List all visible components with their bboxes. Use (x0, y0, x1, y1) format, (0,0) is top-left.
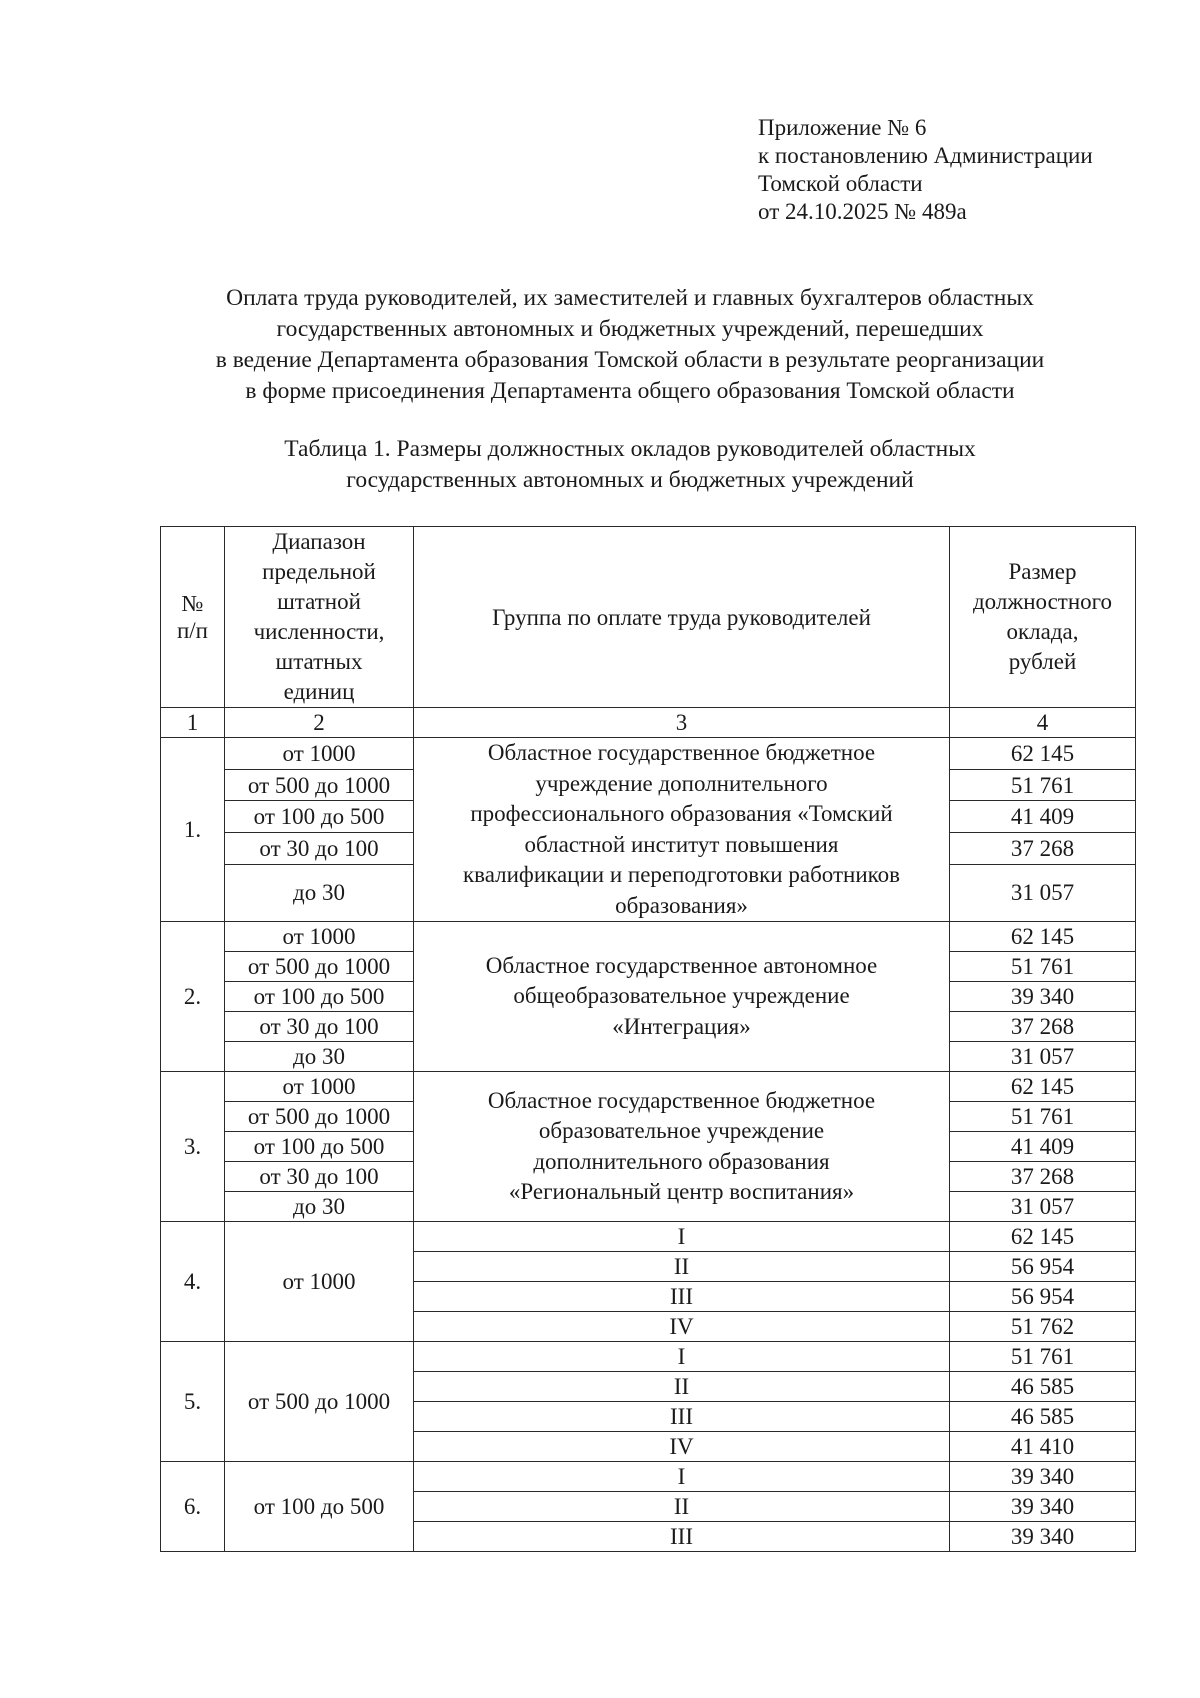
caption-line: Таблица 1. Размеры должностных окладов руководителей областных (284, 436, 976, 462)
document-title (130, 283, 1130, 407)
group-cell: III (414, 1522, 950, 1552)
range-cell: от 30 до 100 (225, 1012, 414, 1042)
salary-cell: 62 145 (950, 1072, 1136, 1102)
row-number: 5. (161, 1342, 225, 1462)
group-cell: II (414, 1252, 950, 1282)
salary-cell: 39 340 (950, 1462, 1136, 1492)
salary-cell: 31 057 (950, 1192, 1136, 1222)
range-cell: от 1000 (225, 1222, 414, 1342)
salary-cell: 41 410 (950, 1432, 1136, 1462)
organization-name: Областное государственное бюджетное учреждение дополнительного профессионального образования «Томский областной институт повышения квалификации и переподготовки работников образования» (414, 738, 950, 922)
salary-cell: 51 761 (950, 1102, 1136, 1132)
salary-cell: 39 340 (950, 1492, 1136, 1522)
table-header-row (161, 527, 1136, 708)
range-cell: от 500 до 1000 (225, 1342, 414, 1462)
range-cell: от 100 до 500 (225, 1132, 414, 1162)
range-cell: от 100 до 500 (225, 1462, 414, 1552)
range-cell: от 500 до 1000 (225, 769, 414, 801)
range-cell: от 1000 (225, 738, 414, 770)
column-index: 2 (225, 708, 414, 738)
organization-name: Областное государственное бюджетное образовательное учреждение дополнительного образования «Региональный центр воспитания» (414, 1072, 950, 1222)
salary-table (160, 526, 1136, 1552)
salary-cell: 37 268 (950, 833, 1136, 865)
salary-cell: 41 409 (950, 1132, 1136, 1162)
appendix-line: к постановлению Администрации (758, 143, 1093, 168)
range-cell: от 30 до 100 (225, 1162, 414, 1192)
group-cell: III (414, 1402, 950, 1432)
group-cell: I (414, 1342, 950, 1372)
organization-name: Областное государственное автономное общеобразовательное учреждение «Интеграция» (414, 922, 950, 1072)
salary-cell: 51 761 (950, 952, 1136, 982)
row-number: 2. (161, 922, 225, 1072)
group-cell: I (414, 1462, 950, 1492)
salary-cell: 62 145 (950, 1222, 1136, 1252)
title-line: в ведение Департамента образования Томской области в результате реорганизации (215, 347, 1045, 373)
row-number: 1. (161, 738, 225, 922)
header-group: Группа по оплате труда руководителей (414, 527, 950, 708)
salary-cell: 56 954 (950, 1252, 1136, 1282)
group-cell: I (414, 1222, 950, 1252)
table-row (161, 922, 1136, 952)
salary-cell: 62 145 (950, 738, 1136, 770)
table-row (161, 1072, 1136, 1102)
range-cell: от 100 до 500 (225, 801, 414, 833)
range-cell: до 30 (225, 1042, 414, 1072)
salary-cell: 51 761 (950, 1342, 1136, 1372)
column-index: 4 (950, 708, 1136, 738)
column-index: 1 (161, 708, 225, 738)
salary-cell: 37 268 (950, 1012, 1136, 1042)
salary-cell: 46 585 (950, 1372, 1136, 1402)
caption-line: государственных автономных и бюджетных учреждений (346, 467, 914, 493)
column-index-row (161, 708, 1136, 738)
salary-cell: 39 340 (950, 1522, 1136, 1552)
appendix-line: от 24.10.2025 № 489а (758, 199, 967, 224)
range-cell: от 100 до 500 (225, 982, 414, 1012)
salary-cell: 56 954 (950, 1282, 1136, 1312)
table-row (161, 738, 1136, 770)
range-cell: от 30 до 100 (225, 833, 414, 865)
appendix-line: Томской области (758, 171, 923, 196)
range-cell: от 500 до 1000 (225, 952, 414, 982)
salary-cell: 31 057 (950, 1042, 1136, 1072)
group-cell: III (414, 1282, 950, 1312)
header-number: № п/п (161, 527, 225, 708)
appendix-line: Приложение № 6 (758, 115, 927, 140)
table-row (161, 1222, 1136, 1252)
salary-cell: 31 057 (950, 864, 1136, 921)
salary-cell: 62 145 (950, 922, 1136, 952)
header-salary: Размер должностного оклада, рублей (950, 527, 1136, 708)
title-line: Оплата труда руководителей, их заместителей и главных бухгалтеров областных (226, 285, 1034, 311)
appendix-block (758, 114, 1093, 226)
salary-cell: 51 762 (950, 1312, 1136, 1342)
group-cell: IV (414, 1432, 950, 1462)
salary-cell: 51 761 (950, 769, 1136, 801)
range-cell: от 1000 (225, 922, 414, 952)
header-range: Диапазон предельной штатной численности, штатных единиц (225, 527, 414, 708)
range-cell: от 1000 (225, 1072, 414, 1102)
salary-cell: 39 340 (950, 982, 1136, 1012)
range-cell: до 30 (225, 864, 414, 921)
row-number: 6. (161, 1462, 225, 1552)
table-row (161, 1462, 1136, 1492)
group-cell: IV (414, 1312, 950, 1342)
title-line: государственных автономных и бюджетных учреждений, перешедших (276, 316, 984, 342)
salary-cell: 37 268 (950, 1162, 1136, 1192)
group-cell: II (414, 1492, 950, 1522)
range-cell: до 30 (225, 1192, 414, 1222)
salary-cell: 46 585 (950, 1402, 1136, 1432)
table-row (161, 1342, 1136, 1372)
column-index: 3 (414, 708, 950, 738)
title-line: в форме присоединения Департамента общего образования Томской области (245, 378, 1015, 404)
group-cell: II (414, 1372, 950, 1402)
row-number: 4. (161, 1222, 225, 1342)
row-number: 3. (161, 1072, 225, 1222)
salary-cell: 41 409 (950, 801, 1136, 833)
table-caption (130, 434, 1130, 496)
range-cell: от 500 до 1000 (225, 1102, 414, 1132)
